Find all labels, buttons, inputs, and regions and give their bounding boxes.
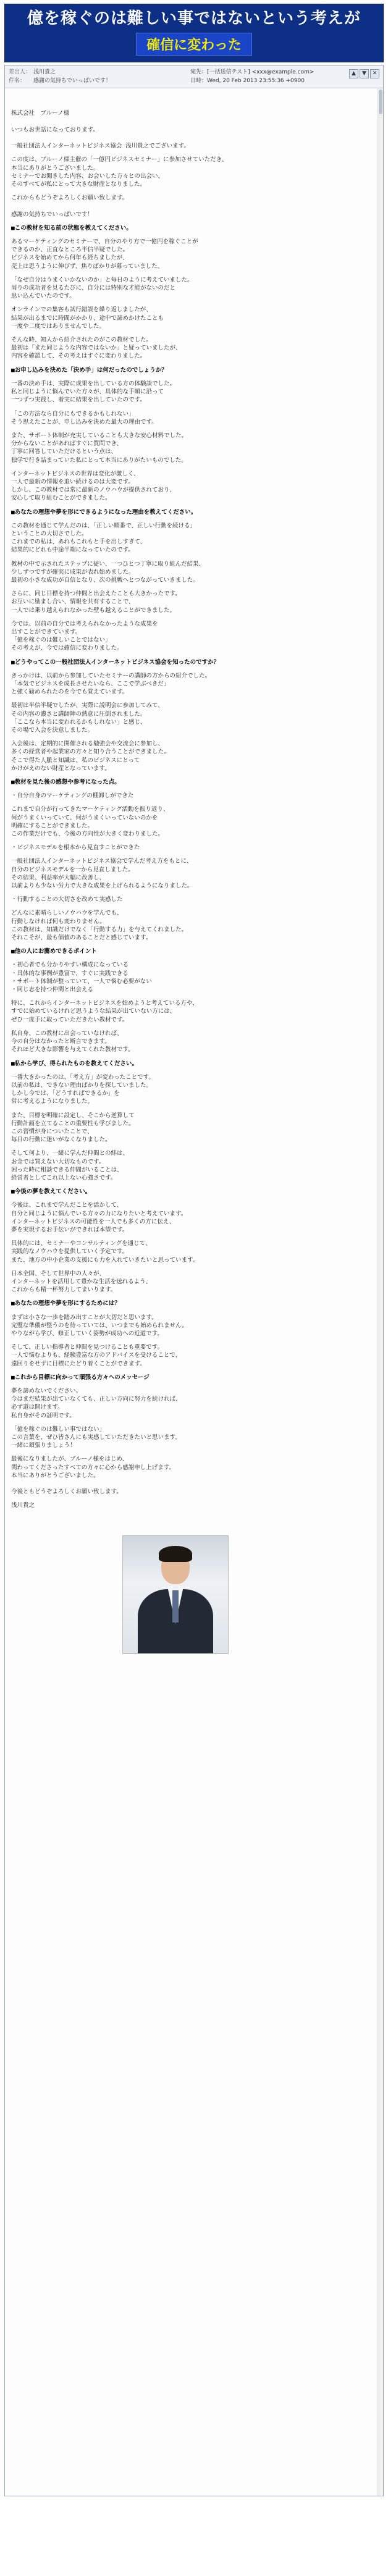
section-heading: ■他の人にお薦めできるポイント bbox=[11, 948, 97, 955]
body-paragraph: ・初心者でも分かりやすい構成になっている ・具体的な事例が豊富で、すぐに実践できる ・サポート体制が整っていて、一人で悩む必要がない ・同じ志を持つ仲間と出会える bbox=[11, 962, 152, 994]
body-paragraph: ・自分自身のマーケティングの棚卸しができた bbox=[11, 792, 134, 800]
body-paragraph: あるマーケティングのセミナーで、自分のやり方で一億円を稼ぐことが できるのか、正直なところ半信半疑でした。 ビジネスを始めてから何年も経ちましたが、 売上は思うように伸びず、焦りばかりが募っていました。 bbox=[11, 238, 198, 270]
email-window bbox=[4, 65, 384, 2496]
body-paragraph: 入会後は、定期的に開催される勉強会や交流会に参加し、 多くの経営者や起業家の方々と知り合うことができました。 そこで得た人脈と知識は、私のビジネスにとって かけがえのない財産となっています。 bbox=[11, 740, 170, 772]
body-paragraph: きっかけは、以前から参加していたセミナーの講師の方からの紹介でした。 「本気でビジネスを成長させたいなら、ここで学ぶべきだ」 と強く勧められたのを今でも覚えています。 bbox=[11, 672, 211, 696]
body-paragraph: そして、正しい指導者と仲間を見つけることも重要です。 一人で悩むよりも、経験豊富な方のアドバイスを受けることで、 遠回りをせずに目標にたどり着くことができます。 bbox=[11, 1344, 182, 1367]
header-banner bbox=[4, 4, 384, 62]
scrollbar-thumb[interactable] bbox=[379, 90, 382, 114]
section-heading: ■あなたの理想や夢を形にできるようになった理由を教えてください。 bbox=[11, 508, 197, 516]
body-paragraph: この度は、ブルーノ様主催の「一億円ビジネスセミナー」に参加させていただき、 本当にありがとうございました。 セミナーでお聞きした内容、お会いした方々との出会い、 そのすべてが私にとって大きな財産となりました。 bbox=[11, 156, 228, 188]
section-heading: ■お申し込みを決めた「決め手」は何だったのでしょうか？ bbox=[11, 366, 167, 374]
body-paragraph: 私自身、この教材に出会っていなければ、 今の自分はなかったと断言できます。 それほど大きな影響を与えてくれた教材です。 bbox=[11, 1030, 134, 1054]
banner-subtitle-wrap bbox=[5, 33, 383, 56]
body-paragraph: 株式会社 ブルーノ様 いつもお世話になっております。 一般社団法人インターネットビジネス協会 浅川貴之でございます。 bbox=[11, 110, 190, 150]
body-paragraph: また、サポート体制が充実していることも大きな安心材料でした。 分からないことがあればすぐに質問でき、 丁寧に回答していただけるという点は、 独学で行き詰まっていた私にとって本当にありがたいものでした。 bbox=[11, 432, 188, 464]
email-subject-row bbox=[9, 77, 379, 85]
section-heading: ■教材を見た後の感想や参考になった点。 bbox=[11, 779, 120, 786]
body-paragraph: 「この方法なら自分にもできるかもしれない」 そう思えたことが、申し込みを決めた最大の理由です。 bbox=[11, 410, 158, 426]
body-paragraph: そんな時、知人から紹介されたのがこの教材でした。 最初は「また同じような内容ではないか」と疑っていましたが、 内容を確認して、その考えはすぐに変わりました。 bbox=[11, 337, 182, 360]
body-paragraph: 今では、以前の自分では考えられなかったような成果を 出すことができています。 「億を稼ぐのは難しいことではない」 その考えが、今では確信に変わりました。 bbox=[11, 620, 158, 652]
from-value[interactable]: 浅川貴之 bbox=[33, 69, 56, 75]
section-heading: ■この教材を知る前の状態を教えてください。 bbox=[11, 224, 132, 232]
email-window-buttons bbox=[348, 69, 379, 78]
body-paragraph: さらに、同じ目標を持つ仲間と出会えたことも大きかったです。 お互いに励まし合い、情報を共有することで、 一人では乗り越えられなかった壁も越えることができました。 bbox=[11, 590, 181, 614]
author-photo bbox=[122, 1535, 229, 1654]
close-icon[interactable]: ✕ bbox=[370, 69, 379, 78]
body-paragraph: 一番の決め手は、実際に成果を出している方の体験談でした。 私と同じように悩んでいた方々が、具体的な手順に沿って 一つずつ実践し、着実に結果を出していたのです。 bbox=[11, 380, 176, 404]
body-paragraph: これまで自分が行ってきたマーケティング活動を振り返り、 何がうまくいっていて、何がうまくいっていないのかを 明確にすることができました。 この作業だけでも、今後の方向性が大きく変わりました。 bbox=[11, 806, 169, 838]
section-heading: ■これから目標に向かって頑張る方々へのメッセージ bbox=[11, 1374, 150, 1381]
scroll-up-icon[interactable]: ▲ bbox=[349, 69, 358, 78]
body-paragraph: インターネットビジネスの世界は変化が激しく、 一人で最新の情報を追い続けるのは大変です。 しかし、この教材では常に最新のノウハウが提供されており、 安心して取り組むことができました。 bbox=[11, 470, 176, 502]
banner-subtitle: 確信に変わった bbox=[136, 33, 252, 56]
body-paragraph: 夢を諦めないでください。 今はまだ結果が出ていなくても、正しい方向に努力を続ければ、 必ず道は開けます。 私自身がその証明です。 bbox=[11, 1388, 182, 1419]
banner-title: 億を稼ぐのは難しい事ではないという考えが bbox=[27, 9, 361, 28]
to-label: 宛先： bbox=[190, 69, 208, 75]
body-paragraph: これからもどうぞよろしくお願い致します。 感謝の気持ちでいっぱいです！ bbox=[11, 195, 129, 218]
section-heading: ■今後の夢を教えてください。 bbox=[11, 1188, 91, 1196]
body-paragraph: また、目標を明確に設定し、そこから逆算して 行動計画を立てることの重要性も学びました。 この習慣が身についたことで、 毎日の行動に迷いがなくなりました。 bbox=[11, 1112, 135, 1144]
email-to bbox=[190, 68, 314, 77]
section-heading: ■私から学び、得られたものを教えてください。 bbox=[11, 1060, 138, 1067]
body-paragraph: どんなに素晴らしいノウハウを学んでも、 行動しなければ何も変わりません。 この教材は、知識だけでなく「行動する力」を与えてくれました。 それこそが、最も価値のあることだと感じています。 bbox=[11, 910, 188, 942]
scrollbar[interactable] bbox=[377, 88, 383, 2496]
body-paragraph: 「なぜ自分はうまくいかないのか」と毎日のように考えていました。 周りの成功者を見るたびに、自分には特別な才能がないのだと 思い込んでいたのです。 bbox=[11, 276, 193, 300]
body-paragraph: 最初は半信半疑でしたが、実際に説明会に参加してみて、 その内容の濃さと講師陣の熱意に圧倒されました。 「ここなら本当に変われるかもしれない」と感じ、 その場で入会を決意しました。 bbox=[11, 702, 164, 734]
email-body bbox=[5, 88, 383, 2496]
email-header bbox=[5, 65, 383, 88]
from-label: 差出人： bbox=[9, 69, 32, 75]
photo-hair-shape bbox=[159, 1546, 192, 1562]
photo-tie-shape bbox=[172, 1590, 179, 1622]
subject-label: 件名： bbox=[9, 78, 26, 84]
body-paragraph: 日本全国、そして世界中の人々が、 インターネットを活用して豊かな生活を送れるよう、 これからも精一杯努力してまいります。 bbox=[11, 1270, 152, 1294]
body-paragraph: 具体的には、セミナーやコンサルティングを通じて、 実践的なノウハウを提供していく予定です。 また、地方の中小企業の支援にも力を入れていきたいと思っています。 bbox=[11, 1240, 199, 1264]
body-paragraph: そして何より、一緒に学んだ仲間との絆は、 お金では買えない大切なものです。 困った時に相談できる仲間がいることは、 経営者としてこれ以上ない心強さです。 bbox=[11, 1150, 129, 1181]
email-date bbox=[190, 77, 305, 85]
body-paragraph: この教材を通じて学んだのは、「正しい順番で、正しい行動を続ける」 ということの大切さでした。 これまでの私は、あれもこれもと手を出しすぎて、 結果的にどれも中途半端になっていたのです。 bbox=[11, 522, 196, 554]
email-from-row bbox=[9, 68, 379, 77]
body-paragraph: 特に、これからインターネットビジネスを始めようと考えている方や、 すでに始めているけれど思うような結果が出ていない方には、 ぜひ一度手に取っていただきたい教材です。 bbox=[11, 1000, 198, 1023]
body-paragraph: 一番大きかったのは、「考え方」が変わったことです。 以前の私は、できない理由ばかりを探していました。 しかし今では、「どうすればできるか」を 常に考えるようになりました。 bbox=[11, 1073, 154, 1105]
body-paragraph: 浅川貴之 bbox=[11, 1502, 35, 1509]
body-paragraph: オンラインでの集客も試行錯誤を繰り返しましたが、 結果が出るまでに時間がかかり、途中で諦めかけたことも 一度や二度ではありませんでした。 bbox=[11, 306, 164, 330]
body-paragraph: 最後になりましたが、ブルーノ様をはじめ、 関わってくださったすべての方々に心から感謝申し上げます。 本当にありがとうございました。 今後ともどうぞよろしくお願い致します。 bbox=[11, 1456, 175, 1496]
body-paragraph: まずは小さな一歩を踏み出すことが大切だと思います。 完璧な準備が整うのを待っていては、いつまでも始められません。 やりながら学び、修正していく姿勢が成功への近道です。 bbox=[11, 1314, 188, 1337]
subject-value: 感謝の気持ちでいっぱいです！ bbox=[33, 78, 111, 84]
body-paragraph: ・行動することの大切さを改めて実感した bbox=[11, 896, 123, 904]
to-value[interactable]: [一括送信テスト] <xxx@example.com> bbox=[207, 69, 314, 75]
body-paragraph: ・ビジネスモデルを根本から見直すことができた bbox=[11, 844, 140, 852]
date-value: Wed, 20 Feb 2013 23:55:36 +0900 bbox=[207, 78, 305, 84]
body-paragraph: 今後は、これまで学んだことを活かして、 自分と同じように悩んでいる方々の力になりたいと考えています。 インターネットビジネスの可能性を一人でも多くの方に伝え、 夢を実現するお手伝いができれば本望です。 bbox=[11, 1202, 187, 1233]
body-paragraph: 一般社団法人インターネットビジネス協会で学んだ考え方をもとに、 自分のビジネスモデルを一から見直しました。 その結果、利益率が大幅に改善し、 以前よりも少ない労力で大きな成果を上げられるようになりました。 bbox=[11, 858, 193, 890]
email-body-text bbox=[11, 109, 377, 1509]
scroll-down-icon[interactable]: ▼ bbox=[360, 69, 369, 78]
date-label: 日時： bbox=[190, 78, 208, 84]
section-heading: ■どうやってこの一般社団法人インターネットビジネス協会を知ったのですか？ bbox=[11, 658, 220, 666]
body-paragraph: 教材の中で示されたステップに従い、一つひとつ丁寧に取り組んだ結果、 少しずつですが確実に成果が表れ始めました。 最初の小さな成功が自信となり、次の挑戦へとつながっていきました。 bbox=[11, 560, 205, 584]
section-heading: ■あなたの理想や夢を形にするためには？ bbox=[11, 1300, 120, 1307]
body-paragraph: 「億を稼ぐのは難しい事ではない」 この言葉を、ぜひ皆さんにも実感していただきたいと思います。 一緒に頑張りましょう！ bbox=[11, 1425, 181, 1450]
